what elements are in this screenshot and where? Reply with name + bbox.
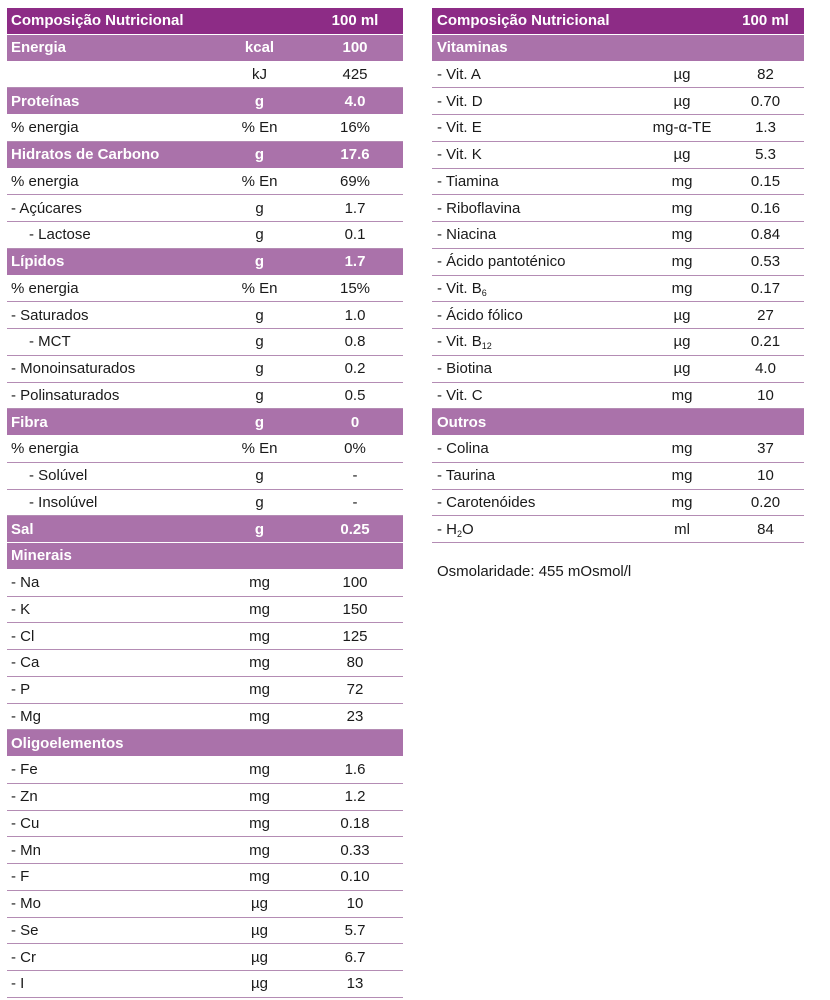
table-row — [7, 302, 403, 329]
unit-cell: mg — [249, 707, 270, 725]
value-cell: 4.0 — [344, 92, 366, 110]
nutrient-label: - Na — [11, 574, 40, 592]
table-row — [432, 490, 804, 517]
nutrient-label: - Ca — [11, 654, 40, 672]
value-cell: 1.7 — [344, 253, 366, 271]
section-row — [7, 35, 403, 62]
nutrient-label: - Ácido fólico — [437, 306, 523, 324]
nutrient-label: Fibra — [11, 413, 48, 431]
value-cell: 1.3 — [755, 119, 776, 137]
value-cell: 5.3 — [755, 146, 776, 164]
nutrient-label: - Vit. A — [437, 65, 481, 83]
value-cell: - — [352, 493, 358, 511]
unit-cell: µg — [251, 975, 268, 993]
table-row — [7, 463, 403, 490]
table-row — [7, 169, 403, 196]
table-header-row — [7, 8, 403, 35]
table-row — [7, 837, 403, 864]
nutrient-label: - Lactose — [29, 226, 91, 244]
unit-cell: mg — [249, 761, 270, 779]
nutrient-label: - I — [11, 975, 25, 993]
nutrient-label: Composição Nutricional — [11, 12, 184, 30]
value-cell: 6.7 — [344, 948, 366, 966]
value-cell: 125 — [342, 627, 368, 645]
nutrient-label: - Insolúvel — [29, 493, 98, 511]
nutrient-label: - Mn — [11, 841, 41, 859]
nutrient-label: - Taurina — [437, 467, 496, 485]
nutrient-label: - Saturados — [11, 306, 89, 324]
value-cell: 0.25 — [340, 520, 370, 538]
value-cell: 1.7 — [344, 199, 366, 217]
nutrient-label: - Fe — [11, 761, 38, 779]
nutrient-label: - Vit. E — [437, 119, 482, 137]
unit-cell: µg — [251, 948, 268, 966]
unit-cell: g — [255, 386, 264, 404]
unit-cell: g — [254, 413, 265, 431]
section-row — [7, 249, 403, 276]
value-cell: 69% — [339, 172, 371, 190]
value-cell: 0.16 — [750, 199, 781, 217]
unit-cell: g — [254, 253, 265, 271]
value-cell: 72 — [346, 681, 364, 699]
unit-cell: % En — [241, 172, 278, 190]
value-cell: 425 — [342, 65, 368, 83]
unit-cell: mg — [671, 172, 693, 190]
table-row — [7, 222, 403, 249]
unit-cell: g — [255, 360, 264, 378]
value-cell: 82 — [757, 65, 774, 83]
unit-cell: ml — [674, 520, 690, 538]
table-row — [432, 463, 804, 490]
unit-cell: µg — [673, 92, 691, 110]
nutrient-label: - Mg — [11, 707, 41, 725]
value-cell: 27 — [757, 306, 774, 324]
nutrient-label: - Vit. K — [437, 146, 482, 164]
value-cell: 0.33 — [340, 841, 370, 859]
nutrient-label: - Vit. $B_6$ — [437, 279, 487, 298]
unit-cell: g — [254, 520, 265, 538]
unit-cell: mg — [249, 841, 270, 859]
table-row — [7, 784, 403, 811]
value-cell: 0.53 — [750, 253, 781, 271]
nutrition-table-right — [432, 8, 804, 543]
unit-cell: µg — [251, 895, 268, 913]
value-cell: 100 ml — [742, 12, 789, 30]
nutrient-label: - Mo — [11, 895, 41, 913]
unit-cell: mg — [671, 279, 693, 297]
unit-cell: g — [255, 333, 264, 351]
nutrient-label: - Se — [11, 921, 39, 939]
table-header-row — [432, 8, 804, 35]
nutrient-label: - K — [11, 600, 31, 618]
nutrient-label: Proteínas — [11, 92, 80, 110]
value-cell: 100 — [342, 39, 368, 57]
unit-cell: % En — [241, 279, 278, 297]
nutrient-label: - Niacina — [437, 226, 497, 244]
value-cell: 15% — [339, 279, 371, 297]
unit-cell: µg — [673, 65, 691, 83]
section-row — [7, 730, 403, 757]
unit-cell: g — [255, 199, 264, 217]
value-cell: - — [352, 467, 358, 485]
nutrient-label: - Vit. $B_{12}$ — [437, 333, 492, 352]
nutrient-label: % energia — [11, 279, 79, 297]
value-cell: 5.7 — [344, 921, 366, 939]
value-cell: 17.6 — [340, 146, 370, 164]
table-row — [432, 222, 804, 249]
table-row — [7, 891, 403, 918]
value-cell: 80 — [346, 654, 364, 672]
table-row — [7, 704, 403, 731]
nutrient-label: - Carotenóides — [437, 493, 536, 511]
value-cell: 0.1 — [344, 226, 366, 244]
nutrient-label: Energia — [11, 39, 67, 57]
unit-cell: mg — [249, 814, 270, 832]
table-row — [432, 383, 804, 410]
nutrient-label: % energia — [11, 119, 79, 137]
nutrient-label: - Tiamina — [437, 172, 499, 190]
unit-cell: g — [255, 226, 264, 244]
nutrient-label: Outros — [437, 413, 487, 431]
unit-cell: µg — [673, 306, 691, 324]
section-row — [432, 409, 804, 436]
section-row — [7, 88, 403, 115]
table-row — [7, 677, 403, 704]
value-cell: 1.6 — [344, 761, 366, 779]
nutrient-label: - Açúcares — [11, 199, 82, 217]
value-cell: 0 — [350, 413, 360, 431]
nutrient-label: - Solúvel — [29, 467, 88, 485]
nutrient-label: - Vit. C — [437, 386, 483, 404]
nutrient-label: Composição Nutricional — [437, 12, 610, 30]
unit-cell: mg — [249, 868, 270, 886]
value-cell: 0.15 — [750, 172, 781, 190]
table-row — [432, 195, 804, 222]
table-row — [432, 329, 804, 356]
value-cell: 0% — [344, 440, 366, 458]
unit-cell: µg — [251, 921, 268, 939]
nutrition-table-left — [7, 8, 403, 998]
unit-cell: mg — [671, 493, 693, 511]
unit-cell: % En — [241, 440, 278, 458]
nutrient-label: - Ácido pantoténico — [437, 253, 566, 271]
table-row — [7, 971, 403, 998]
table-row — [432, 516, 804, 543]
nutrient-label: - Cl — [11, 627, 35, 645]
unit-cell: g — [254, 92, 265, 110]
table-row — [432, 356, 804, 383]
table-row — [7, 944, 403, 971]
value-cell: 37 — [757, 440, 774, 458]
nutrient-label: Vitaminas — [437, 39, 508, 57]
table-row — [7, 62, 403, 89]
table-row — [432, 169, 804, 196]
nutrient-label: - Biotina — [437, 360, 493, 378]
value-cell: 0.5 — [344, 386, 366, 404]
value-cell: 0.8 — [344, 333, 366, 351]
nutrient-label: % energia — [11, 440, 79, 458]
unit-cell: µg — [673, 360, 691, 378]
nutrient-label: - Monoinsaturados — [11, 360, 136, 378]
value-cell: 0.2 — [344, 360, 366, 378]
table-row — [432, 436, 804, 463]
nutrient-label: Minerais — [11, 547, 72, 565]
section-row — [7, 409, 403, 436]
unit-cell: % En — [241, 119, 278, 137]
value-cell: 100 ml — [331, 12, 379, 30]
table-row — [7, 329, 403, 356]
value-cell: 0.84 — [750, 226, 781, 244]
nutrient-label: - F — [11, 868, 30, 886]
unit-cell: mg-α-TE — [652, 119, 712, 137]
unit-cell: g — [255, 467, 264, 485]
value-cell: 0.10 — [340, 868, 370, 886]
unit-cell: g — [255, 306, 264, 324]
unit-cell: kJ — [252, 65, 267, 83]
section-row — [7, 516, 403, 543]
value-cell: 1.2 — [344, 788, 366, 806]
table-row — [7, 811, 403, 838]
table-row — [7, 490, 403, 517]
value-cell: 1.0 — [344, 306, 366, 324]
unit-cell: mg — [249, 654, 270, 672]
table-row — [432, 88, 804, 115]
unit-cell: mg — [249, 627, 270, 645]
section-row — [432, 35, 804, 62]
unit-cell: mg — [249, 600, 270, 618]
table-row — [7, 383, 403, 410]
nutrient-label: - Polinsaturados — [11, 386, 120, 404]
table-row — [7, 918, 403, 945]
table-row — [7, 115, 403, 142]
table-row — [432, 62, 804, 89]
table-row — [7, 276, 403, 303]
nutrient-label: - P — [11, 681, 31, 699]
nutrient-label: Lípidos — [11, 253, 65, 271]
nutrient-label: - Vit. D — [437, 92, 483, 110]
nutrient-label: - $H_2O$ — [437, 520, 474, 539]
value-cell: 10 — [757, 386, 774, 404]
value-cell: 0.21 — [750, 333, 781, 351]
unit-cell: µg — [673, 333, 691, 351]
nutrient-label: % energia — [11, 172, 79, 190]
table-row — [7, 356, 403, 383]
table-row — [7, 757, 403, 784]
unit-cell: µg — [673, 146, 691, 164]
table-row — [432, 302, 804, 329]
nutrient-label: Sal — [11, 520, 34, 538]
unit-cell: kcal — [244, 39, 275, 57]
nutrient-label: - Cu — [11, 814, 40, 832]
unit-cell: mg — [671, 199, 693, 217]
nutrient-label: Hidratos de Carbono — [11, 146, 160, 164]
nutrient-label: Oligoelementos — [11, 734, 124, 752]
table-row — [7, 570, 403, 597]
unit-cell: mg — [671, 253, 693, 271]
table-row — [7, 436, 403, 463]
table-row — [432, 249, 804, 276]
table-row — [7, 597, 403, 624]
unit-cell: mg — [671, 386, 693, 404]
value-cell: 0.17 — [750, 279, 781, 297]
table-row — [7, 195, 403, 222]
value-cell: 23 — [346, 707, 364, 725]
unit-cell: mg — [671, 467, 693, 485]
table-row — [432, 142, 804, 169]
unit-cell: g — [254, 146, 265, 164]
unit-cell: g — [255, 493, 264, 511]
unit-cell: mg — [671, 226, 693, 244]
value-cell: 10 — [346, 895, 364, 913]
nutrient-label: - Cr — [11, 948, 36, 966]
value-cell: 150 — [342, 600, 368, 618]
value-cell: 100 — [342, 574, 368, 592]
nutrient-label: - Colina — [437, 440, 489, 458]
table-row — [7, 650, 403, 677]
value-cell: 16% — [339, 119, 371, 137]
osmolarity-note: Osmolaridade: 455 mOsmol/l — [437, 563, 632, 580]
unit-cell: mg — [671, 440, 693, 458]
value-cell: 4.0 — [755, 360, 776, 378]
table-row — [432, 115, 804, 142]
value-cell: 0.20 — [750, 493, 781, 511]
section-row — [7, 142, 403, 169]
table-row — [7, 623, 403, 650]
unit-cell: mg — [249, 681, 270, 699]
section-row — [7, 543, 403, 570]
value-cell: 10 — [757, 467, 774, 485]
value-cell: 0.18 — [340, 814, 370, 832]
value-cell: 13 — [346, 975, 364, 993]
nutrient-label: - MCT — [29, 333, 71, 351]
unit-cell: mg — [249, 574, 270, 592]
table-row — [7, 864, 403, 891]
unit-cell: mg — [249, 788, 270, 806]
nutrient-label: - Riboflavina — [437, 199, 521, 217]
table-row — [432, 276, 804, 303]
value-cell: 0.70 — [750, 92, 781, 110]
value-cell: 84 — [757, 520, 774, 538]
nutrient-label: - Zn — [11, 788, 38, 806]
